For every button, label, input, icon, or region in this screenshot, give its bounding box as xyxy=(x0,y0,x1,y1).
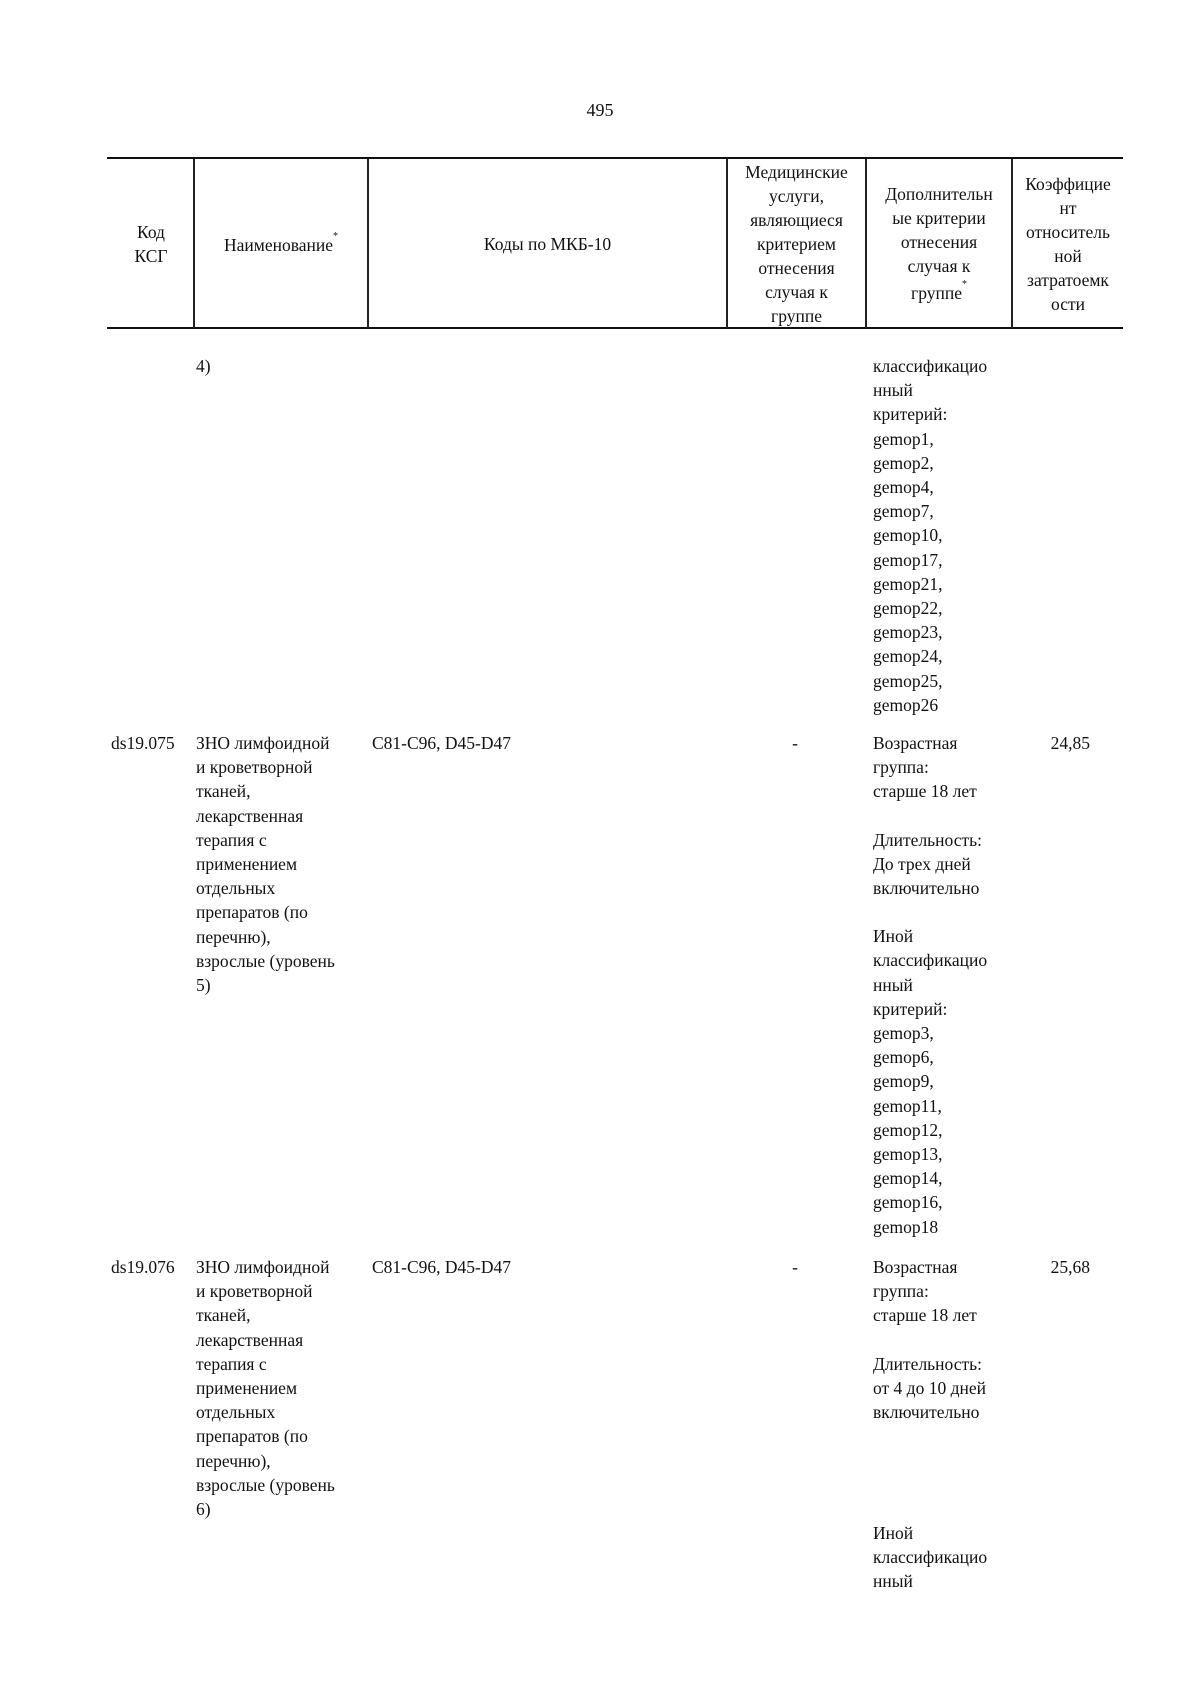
ksg-name-line: лекарственная xyxy=(196,1329,304,1350)
ksg-name xyxy=(196,731,335,997)
header-services xyxy=(728,159,865,328)
header-criteria-line: ые критерии xyxy=(892,208,986,229)
header-coefficient-line: нт xyxy=(1059,197,1077,218)
ksg-name-line: терапия с xyxy=(196,1353,267,1374)
ksg-name-line: применением xyxy=(196,854,298,875)
criteria-other-line: критерий: xyxy=(873,998,948,1019)
ksg-name-line: ЗНО лимфоидной xyxy=(196,733,330,753)
medical-services: - xyxy=(792,733,798,753)
criteria-duration-line: Длительность: xyxy=(873,1353,982,1374)
criteria-line: нный xyxy=(873,380,913,401)
criteria-age-line: группа: xyxy=(873,757,929,778)
criteria-other-line: нный xyxy=(873,1571,913,1592)
criteria-line: gemop23, xyxy=(873,622,943,643)
header-services-line: случая к xyxy=(765,281,828,302)
header-code-line: Код xyxy=(137,221,165,242)
criteria-other-line: gemop11, xyxy=(873,1095,942,1116)
medical-services: - xyxy=(792,1257,798,1277)
header-coefficient-line: ной xyxy=(1054,245,1082,266)
criteria-line: gemop1, xyxy=(873,428,934,449)
criteria-line: gemop22, xyxy=(873,598,943,619)
ksg-name-line: лекарственная xyxy=(196,805,304,826)
ksg-name-line: взрослые (уровень xyxy=(196,950,335,971)
criteria-line: gemop10, xyxy=(873,525,943,546)
criteria-age-line: старше 18 лет xyxy=(873,1305,977,1326)
criteria-line: gemop2, xyxy=(873,452,934,473)
header-services-line: группе xyxy=(771,305,822,326)
header-criteria-line: Дополнительн xyxy=(885,184,993,205)
ksg-name-line: тканей, xyxy=(196,1305,251,1326)
criteria-other-line: gemop16, xyxy=(873,1192,943,1213)
criteria-other-line: классификацио xyxy=(873,1547,988,1568)
criteria-age-line: Возрастная xyxy=(873,1257,958,1277)
footnote-asterisk: * xyxy=(961,279,967,291)
paragraph-gap xyxy=(873,900,987,924)
criteria-other-line: классификацио xyxy=(873,950,988,971)
ksg-name-line: применением xyxy=(196,1378,298,1399)
header-code xyxy=(109,159,193,328)
mkb-codes: C81-C96, D45-D47 xyxy=(372,733,512,753)
criteria-duration-line: До трех дней xyxy=(873,853,971,874)
criteria-line: классификацио xyxy=(873,356,988,376)
ksg-name xyxy=(196,1255,335,1521)
header-coefficient-line: ости xyxy=(1051,293,1085,314)
criteria-other-line: Иной xyxy=(873,926,914,947)
ksg-name-line: перечню), xyxy=(196,1450,271,1471)
criteria-line: gemop4, xyxy=(873,477,934,498)
header-criteria-line: отнесения xyxy=(900,232,978,253)
paragraph-gap xyxy=(873,804,987,828)
ksg-name-line: и кроветворной xyxy=(196,757,313,778)
header-services-line: Медицинские xyxy=(745,161,848,182)
header-coefficient-line: Коэффицие xyxy=(1025,173,1111,194)
ksg-name-line: 5) xyxy=(196,975,211,996)
page-number: 495 xyxy=(586,100,614,120)
criteria-other-line: gemop14, xyxy=(873,1168,943,1189)
footnote-asterisk: * xyxy=(333,231,339,243)
cost-coefficient: 25,68 xyxy=(1050,1257,1090,1277)
criteria-line: gemop7, xyxy=(873,501,934,522)
header-name-label: Наименование xyxy=(223,234,334,255)
header-criteria-line: группе* xyxy=(911,279,967,303)
criteria-line: gemop21, xyxy=(873,573,943,594)
criteria-other-line: gemop13, xyxy=(873,1144,943,1165)
criteria-age-line: Возрастная xyxy=(873,733,958,753)
ksg-name-line: отдельных xyxy=(196,1402,276,1423)
ksg-name-line: перечню), xyxy=(196,926,271,947)
continued-name-tail: 4) xyxy=(196,356,211,376)
cost-coefficient: 24,85 xyxy=(1050,733,1090,753)
criteria-other-line: gemop12, xyxy=(873,1119,943,1140)
criteria-other-line: Иной xyxy=(873,1523,914,1543)
header-name xyxy=(195,159,367,328)
header-services-line: являющиеся xyxy=(750,209,843,230)
paragraph-gap xyxy=(873,1328,986,1352)
criteria-duration-line: от 4 до 10 дней xyxy=(873,1377,986,1398)
ksg-name-line: взрослые (уровень xyxy=(196,1474,335,1495)
header-mkb xyxy=(369,159,726,328)
ksg-name-line: ЗНО лимфоидной xyxy=(196,1257,330,1277)
ksg-name-line: тканей, xyxy=(196,781,251,802)
header-services-line: услуги, xyxy=(769,185,824,206)
criteria-duration-line: включительно xyxy=(873,878,980,899)
header-criteria-line: случая к xyxy=(907,256,971,277)
additional-criteria-other xyxy=(873,1521,987,1594)
ksg-code: ds19.076 xyxy=(111,1257,175,1277)
criteria-other-line: нный xyxy=(873,974,913,995)
continued-criteria xyxy=(873,354,987,717)
additional-criteria xyxy=(873,1255,986,1424)
ksg-name-line: терапия с xyxy=(196,829,267,850)
criteria-age-line: группа: xyxy=(873,1281,929,1302)
criteria-other-line: gemop3, xyxy=(873,1023,934,1044)
header-mkb-label: Коды по МКБ-10 xyxy=(483,233,612,254)
criteria-other-line: gemop9, xyxy=(873,1071,934,1092)
ksg-name-line: отдельных xyxy=(196,878,276,899)
header-services-line: критерием xyxy=(756,233,836,254)
criteria-line: gemop25, xyxy=(873,670,943,691)
criteria-line: gemop24, xyxy=(873,646,943,667)
ksg-code: ds19.075 xyxy=(111,733,175,753)
criteria-line: gemop17, xyxy=(873,549,943,570)
header-criteria xyxy=(867,159,1011,328)
additional-criteria xyxy=(873,731,987,1239)
header-services-line: отнесения xyxy=(758,257,835,278)
header-coefficient-line: относитель xyxy=(1026,221,1110,242)
ksg-name-line: препаратов (по xyxy=(196,902,308,923)
criteria-duration-line: Длительность: xyxy=(873,829,982,850)
header-code-line: КСГ xyxy=(134,245,168,266)
header-coefficient xyxy=(1013,159,1123,328)
ksg-name-line: препаратов (по xyxy=(196,1426,308,1447)
mkb-codes: C81-C96, D45-D47 xyxy=(372,1257,512,1277)
criteria-age-line: старше 18 лет xyxy=(873,781,977,802)
ksg-name-line: и кроветворной xyxy=(196,1281,313,1302)
ksg-name-line: 6) xyxy=(196,1499,211,1520)
criteria-duration-line: включительно xyxy=(873,1402,980,1423)
header-coefficient-line: затратоемк xyxy=(1027,269,1109,290)
criteria-line: критерий: xyxy=(873,404,948,425)
criteria-line: gemop26 xyxy=(873,694,939,715)
criteria-other-line: gemop18 xyxy=(873,1216,939,1237)
criteria-other-line: gemop6, xyxy=(873,1047,934,1068)
